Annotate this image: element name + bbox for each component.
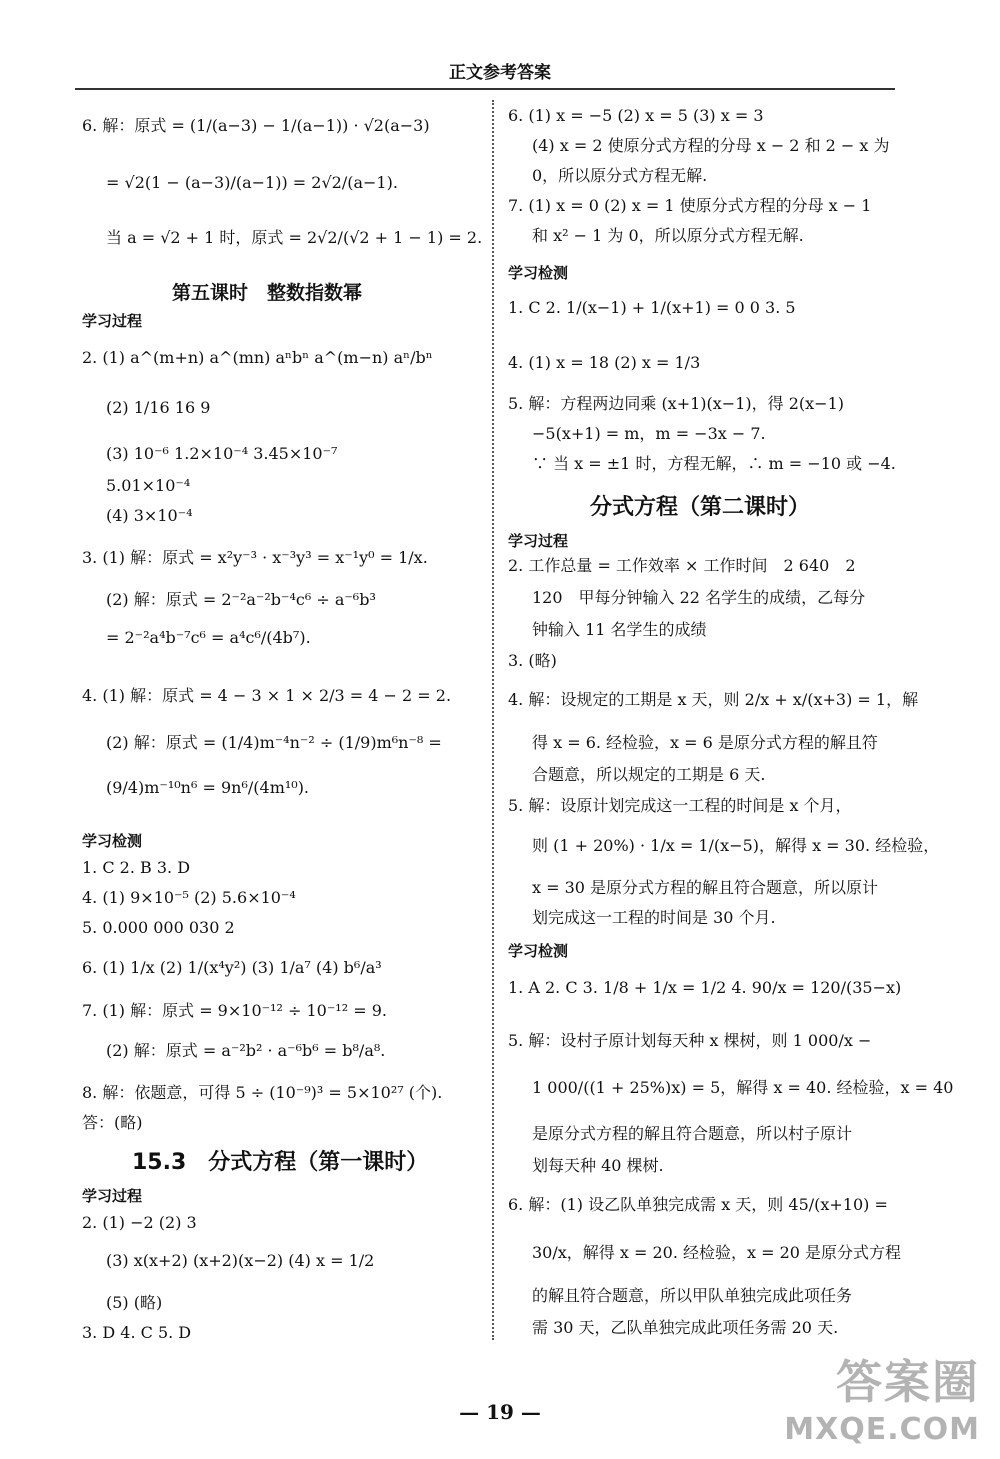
answer-line: 答：(略) [82,1113,143,1132]
answer-line: 3. (1) 解：原式 = x²y⁻³ · x⁻³y³ = x⁻¹y⁰ = 1/x. [82,548,428,567]
answer-line: 1. A 2. C 3. 1/8 + 1/x = 1/2 4. 90/x = 120/(35−x) [508,978,902,997]
answer-line: (2) 解：原式 = (1/4)m⁻⁴n⁻² ÷ (1/9)m⁶n⁻⁸ = [106,733,442,752]
answer-line: 6. 解：原式 = (1/(a−3) − 1/(a−1)) · √2(a−3) [82,116,430,135]
answer-line: 合题意，所以规定的工期是 6 天. [532,765,766,784]
answer-line: 1. C 2. B 3. D [82,858,191,877]
header-rule [75,88,895,90]
watermark-url: MXQE.COM [784,1412,980,1447]
answer-line: 5.01×10⁻⁴ [106,476,191,495]
answer-line: 需 30 天，乙队单独完成此项任务需 20 天. [532,1318,839,1337]
answer-line: 30/x，解得 x = 20. 经检验，x = 20 是原分式方程 [532,1243,902,1262]
answer-line: 2. (1) −2 (2) 3 [82,1213,197,1232]
answer-line: 3. D 4. C 5. D [82,1323,192,1342]
answer-line: 5. 解：设原计划完成这一工程的时间是 x 个月， [508,796,852,815]
answer-line: 4. 解：设规定的工期是 x 天，则 2/x + x/(x+3) = 1，解 [508,690,919,709]
answer-line: (2) 1/16 16 9 [106,398,211,417]
answer-line: 3. (略) [508,651,557,670]
answer-line: ∵ 当 x = ±1 时，方程无解，∴ m = −10 或 −4. [532,454,896,473]
answer-line: (4) x = 2 使原分式方程的分母 x − 2 和 2 − x 为 [532,136,890,155]
answer-line: 7. (1) x = 0 (2) x = 1 使原分式方程的分母 x − 1 [508,196,872,215]
answer-line: 120 甲每分钟输入 22 名学生的成绩，乙每分 [532,588,866,607]
section-heading: 学习过程 [82,1187,143,1205]
column-divider [492,100,494,1340]
answer-line: 6. (1) 1/x (2) 1/(x⁴y²) (3) 1/a⁷ (4) b⁶/a³ [82,958,382,977]
section-heading: 学习检测 [508,942,569,960]
answer-line: 的解且符合题意，所以甲队单独完成此项任务 [532,1286,853,1305]
answer-line: (5) (略) [106,1293,163,1312]
watermark-logo-text: 答案圈 [836,1355,980,1409]
answer-line: (9/4)m⁻¹⁰n⁶ = 9n⁶/(4m¹⁰). [106,778,310,797]
answer-line: 划完成这一工程的时间是 30 个月. [532,908,776,927]
answer-line: 则 (1 + 20%) · 1/x = 1/(x−5)，解得 x = 30. 经检验， [532,836,940,855]
answer-line: 得 x = 6. 经检验，x = 6 是原分式方程的解且符 [532,733,878,752]
answer-line: (3) 10⁻⁶ 1.2×10⁻⁴ 3.45×10⁻⁷ [106,444,338,463]
answer-line: 是原分式方程的解且符合题意，所以村子原计 [532,1124,853,1143]
answer-line: x = 30 是原分式方程的解且符合题意，所以原计 [532,878,879,897]
answer-line: 1 000/((1 + 25%)x) = 5，解得 x = 40. 经检验，x = 40 [532,1078,954,1097]
answer-line: 0，所以原分式方程无解. [532,166,708,185]
section-heading: 学习过程 [508,532,569,550]
answer-line: 8. 解：依题意，可得 5 ÷ (10⁻⁹)³ = 5×10²⁷ (个). [82,1083,443,1102]
answer-line: (2) 解：原式 = a⁻²b² · a⁻⁶b⁶ = b⁸/a⁸. [106,1041,386,1060]
answer-line: = 2⁻²a⁴b⁻⁷c⁶ = a⁴c⁶/(4b⁷). [106,628,311,647]
answer-line: = √2(1 − (a−3)/(a−1)) = 2√2/(a−1). [106,173,398,192]
answer-line: 7. (1) 解：原式 = 9×10⁻¹² ÷ 10⁻¹² = 9. [82,1001,387,1020]
answer-line: 当 a = √2 + 1 时，原式 = 2√2/(√2 + 1 − 1) = 2. [106,228,483,247]
answer-line: 2. (1) a^(m+n) a^(mn) aⁿbⁿ a^(m−n) aⁿ/bⁿ [82,348,433,367]
answer-line: 4. (1) 9×10⁻⁵ (2) 5.6×10⁻⁴ [82,888,296,907]
answer-line: 和 x² − 1 为 0，所以原分式方程无解. [532,226,804,245]
lesson-title: 分式方程（第二课时） [590,495,811,520]
answer-line: 5. 解：方程两边同乘 (x+1)(x−1)，得 2(x−1) [508,394,844,413]
answer-line: 钟输入 11 名学生的成绩 [532,620,707,639]
answer-line: 2. 工作总量 = 工作效率 × 工作时间 2 640 2 [508,556,856,575]
answer-line: 6. 解：(1) 设乙队单独完成需 x 天，则 45/(x+10) = [508,1195,888,1214]
page-header: 正文参考答案 [449,63,551,83]
page-number: — 19 — [459,1400,541,1424]
answer-line: (4) 3×10⁻⁴ [106,506,193,525]
lesson-title: 第五课时 整数指数幂 [172,282,363,304]
answer-line: 6. (1) x = −5 (2) x = 5 (3) x = 3 [508,106,764,125]
watermark [784,1346,980,1447]
lesson-title: 15.3 分式方程（第一课时） [132,1150,429,1175]
section-heading: 学习检测 [508,264,569,282]
answer-line: 5. 0.000 000 030 2 [82,918,235,937]
section-heading: 学习过程 [82,312,143,330]
answer-line: 4. (1) 解：原式 = 4 − 3 × 1 × 2/3 = 4 − 2 = 2. [82,686,452,705]
answer-line: (2) 解：原式 = 2⁻²a⁻²b⁻⁴c⁶ ÷ a⁻⁶b³ [106,590,376,609]
answer-line: 划每天种 40 棵树. [532,1156,664,1175]
answer-line: 5. 解：设村子原计划每天种 x 棵树，则 1 000/x − [508,1031,872,1050]
answer-line: (3) x(x+2) (x+2)(x−2) (4) x = 1/2 [106,1251,375,1270]
section-heading: 学习检测 [82,832,143,850]
answer-line: 4. (1) x = 18 (2) x = 1/3 [508,353,701,372]
answer-line: 1. C 2. 1/(x−1) + 1/(x+1) = 0 0 3. 5 [508,298,796,317]
answer-line: −5(x+1) = m，m = −3x − 7. [532,424,766,443]
